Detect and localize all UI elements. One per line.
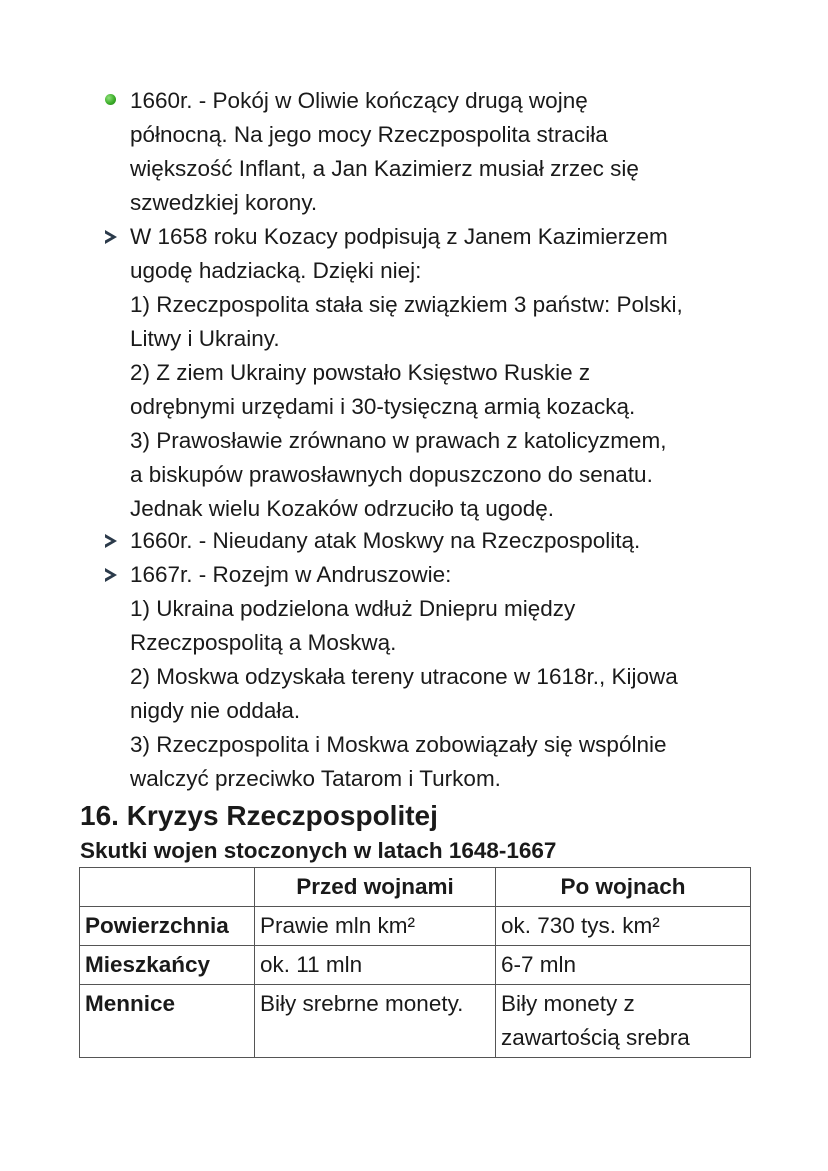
item-text-line: 3) Rzeczpospolita i Moskwa zobowiązały się wspólnie — [130, 732, 667, 757]
item-text-line: 2) Moskwa odzyskała tereny utracone w 1618r., Kijowa — [130, 664, 678, 689]
item-text-line: ugodę hadziacką. Dzięki niej: — [130, 258, 422, 283]
war-effects-table — [79, 867, 751, 1058]
item-text-line: większość Inflant, a Jan Kazimierz musiał zrzec się — [130, 156, 639, 181]
subsection-title: Skutki wojen stoczonych w latach 1648-1667 — [80, 838, 557, 863]
item-text-line: 1) Ukraina podzielona wdłuż Dniepru między — [130, 596, 576, 621]
table-cell: Prawie mln km² — [255, 907, 496, 946]
table-cell: Biły monety z zawartością srebra — [496, 985, 751, 1058]
item-text-line: odrębnymi urzędami i 30-tysięczną armią kozacką. — [130, 394, 636, 419]
item-text-line: 2) Z ziem Ukrainy powstało Księstwo Ruskie z — [130, 360, 591, 385]
table-header-cell: Po wojnach — [496, 868, 751, 907]
table-cell: 6-7 mln — [496, 946, 751, 985]
item-text-line: walczyć przeciwko Tatarom i Turkom. — [130, 766, 501, 791]
item-text-line: 1660r. - Nieudany atak Moskwy na Rzeczpospolitą. — [130, 528, 641, 553]
table-header-cell — [80, 868, 255, 907]
item-text-line: 1660r. - Pokój w Oliwie kończący drugą wojnę — [130, 88, 588, 113]
table-row-header: Mennice — [80, 985, 255, 1058]
item-text-line: nigdy nie oddała. — [130, 698, 301, 723]
table-row — [80, 946, 751, 985]
table-header-cell: Przed wojnami — [255, 868, 496, 907]
table-cell: ok. 11 mln — [255, 946, 496, 985]
table-cell: ok. 730 tys. km² — [496, 907, 751, 946]
table-row — [80, 985, 751, 1058]
arrow-bullet-icon — [102, 524, 122, 558]
table-row-header: Mieszkańcy — [80, 946, 255, 985]
table-row-header: Powierzchnia — [80, 907, 255, 946]
table-cell: Biły srebrne monety. — [255, 985, 496, 1058]
arrow-bullet-icon — [102, 558, 122, 592]
item-text-line: W 1658 roku Kozacy podpisują z Janem Kazimierzem — [130, 224, 668, 249]
item-text-line: Jednak wielu Kozaków odrzuciło tą ugodę. — [130, 496, 555, 521]
table-row — [80, 907, 751, 946]
item-text-line: północną. Na jego mocy Rzeczpospolita straciła — [130, 122, 608, 147]
item-text-line: 1) Rzeczpospolita stała się związkiem 3 państw: Polski, — [130, 292, 683, 317]
item-text-line: Rzeczpospolitą a Moskwą. — [130, 630, 397, 655]
arrow-bullet-icon — [102, 220, 122, 254]
table-header-row — [80, 868, 751, 907]
green-bullet-icon — [102, 84, 122, 118]
item-text-line: 1667r. - Rozejm w Andruszowie: — [130, 562, 452, 587]
item-text-line: szwedzkiej korony. — [130, 190, 318, 215]
section-title: 16. Kryzys Rzeczpospolitej — [80, 800, 438, 831]
item-text-line: 3) Prawosławie zrównano w prawach z katolicyzmem, — [130, 428, 667, 453]
item-text-line: Litwy i Ukrainy. — [130, 326, 280, 351]
item-text-line: a biskupów prawosławnych dopuszczono do senatu. — [130, 462, 653, 487]
